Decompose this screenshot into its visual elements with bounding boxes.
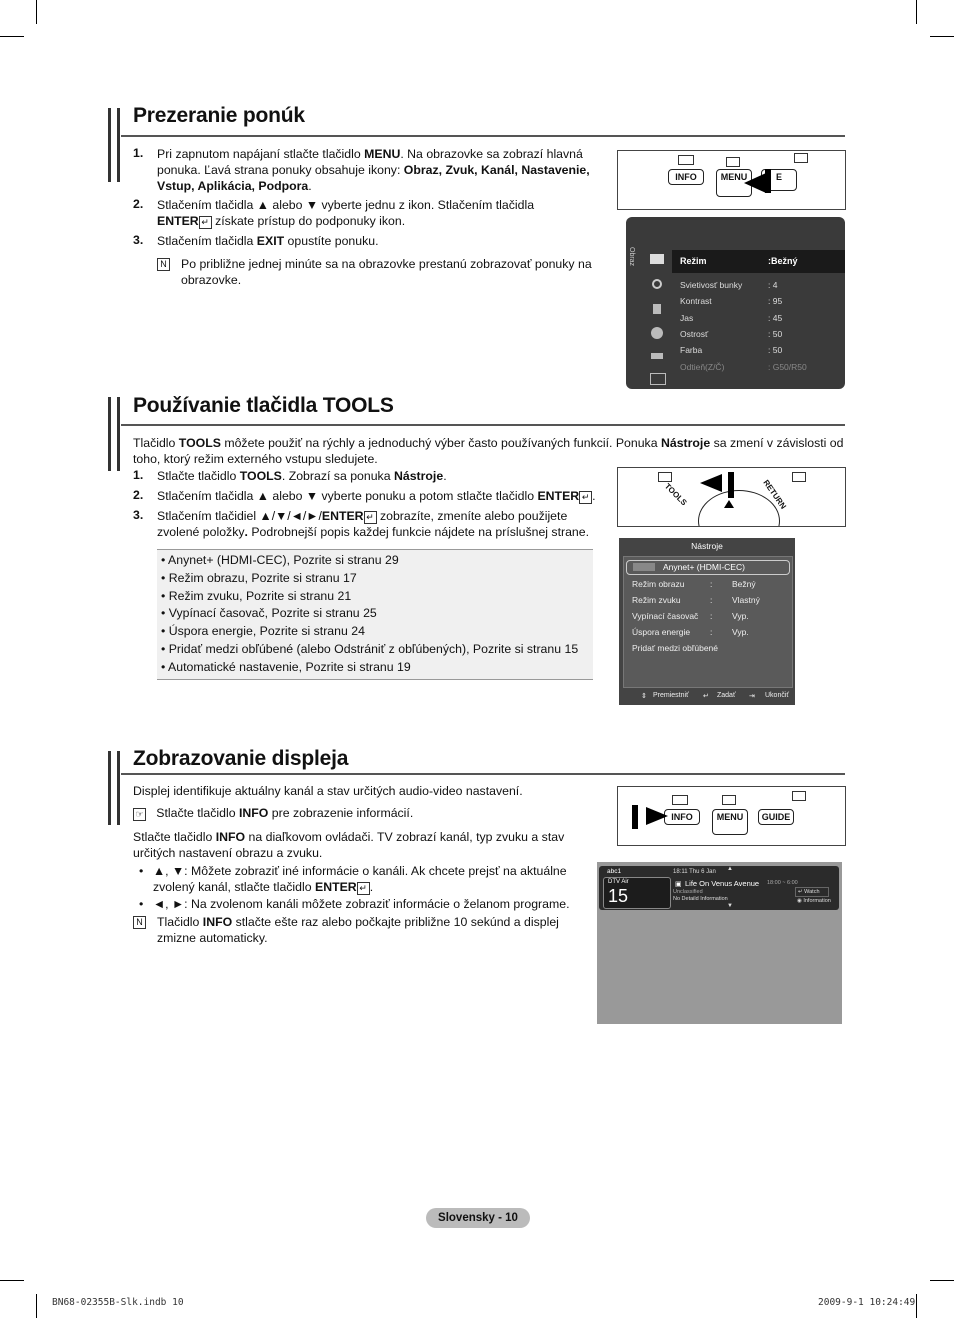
section-title: Prezeranie ponúk [133, 104, 305, 127]
tools-button[interactable]: TOOLS [662, 481, 689, 508]
menu-row-label[interactable]: Odtieň(Z/Č) [680, 361, 725, 372]
pointer-bar-icon [765, 169, 771, 193]
press-info: ☞ Stlačte tlačidlo INFO pre zobrazenie informácií. [133, 805, 603, 821]
tools-row-label: Režim obrazu [632, 579, 685, 589]
remote-illustration [617, 150, 846, 210]
list-item: • Pridať medzi obľúbené (alebo Odstrániť z obľúbených), Pozrite si stranu 15 [161, 641, 579, 656]
menu-icon-column [646, 249, 670, 385]
menu-osd [626, 217, 845, 389]
section-bar [108, 751, 120, 825]
button-icon [792, 791, 806, 801]
footer-right: 2009-9-1 10:24:49 [818, 1297, 916, 1308]
menu-side-label: Obraz [628, 247, 635, 267]
tools-row-value: Bežný [732, 579, 756, 589]
information-button[interactable]: ◉ Information [797, 898, 831, 904]
list-item: • Automatické nastavenie, Pozrite si stranu 19 [161, 659, 411, 674]
remote-dpad [698, 490, 780, 527]
pointer-bar-icon [728, 472, 734, 498]
channel-box: DTV Air 15 [603, 877, 671, 909]
note-icon: N [133, 916, 146, 929]
crop-mark [36, 0, 37, 24]
list-item: • Vypínací časovač, Pozrite si stranu 25 [161, 606, 377, 621]
menu-row-label[interactable]: Farba [680, 345, 703, 356]
note: N Po približne jednej minúte sa na obrazovke prestanú zobrazovať ponuky na obrazovke. [157, 256, 597, 288]
section-rule [121, 773, 845, 775]
move-icon: ⇕ [641, 693, 647, 700]
tools-row-value: Vyp. [732, 611, 749, 621]
tools-row-sep: : [710, 611, 713, 621]
tools-row-label: Vypínací časovač [632, 611, 699, 621]
tools-title: Nástroje [691, 541, 723, 551]
tools-row-label: Úspora energie [632, 627, 691, 637]
button-icon [672, 795, 688, 805]
enter-icon: ↵ [703, 693, 709, 700]
info-osd-screen [597, 862, 842, 1024]
crop-mark [930, 36, 954, 37]
input-icon [651, 353, 663, 359]
crop-mark [916, 0, 917, 24]
up-arrow-icon [724, 500, 734, 508]
remote-illustration [617, 786, 846, 846]
tools-row-value: Vlastný [732, 595, 760, 605]
section-rule [121, 424, 845, 426]
tools-row[interactable] [632, 579, 787, 591]
bullet-2: • ◄, ►: Na zvolenom kanáli môžete zobraziť informácie o želanom programe. [139, 897, 570, 911]
menu-row-value: : 95 [768, 296, 783, 307]
pointer-bar-icon [632, 805, 638, 829]
menu-header-row: Režim :Bežný [672, 250, 845, 273]
list-item: • Úspora energie, Pozrite si stranu 24 [161, 624, 365, 639]
menu-row-value: : G50/R50 [768, 361, 807, 372]
pointer-arrow-icon [744, 173, 766, 193]
note: N Tlačidlo INFO stlačte ešte raz alebo počkajte približne 10 sekúnd a displej zmizne automaticky. [133, 914, 579, 946]
tools-row-sep: : [710, 627, 713, 637]
down-arrow-icon: ▼ [727, 903, 733, 909]
section-title: Používanie tlačidla TOOLS [133, 394, 394, 417]
tools-osd [619, 538, 795, 705]
note-icon: N [157, 258, 170, 271]
tools-row[interactable] [632, 611, 787, 623]
setup-icon [651, 327, 663, 339]
tools-intro: Tlačidlo TOOLS môžete použiť na rýchly a jednoduchý výber často používaných funkcií. Ponuka Nástroje sa zmení v závislosti od toho, ktorý režim externého vstupu sledujete. [133, 436, 844, 466]
info-button[interactable]: INFO [668, 169, 704, 185]
menu-row-value: : 50 [768, 328, 783, 339]
tools-bullet-list [157, 549, 593, 680]
enter-icon: ↵ [579, 491, 592, 504]
program-icon: ▣ [675, 881, 682, 888]
list-item: • Režim zvuku, Pozrite si stranu 21 [161, 588, 352, 603]
pointer-arrow-icon [646, 807, 668, 825]
up-arrow-icon: ▲ [727, 866, 733, 872]
menu-row-value: : 4 [768, 280, 778, 290]
tools-row[interactable] [632, 643, 787, 655]
picture-icon [650, 254, 664, 264]
info-osd-banner: abc1 DTV Air 15 18:11 Thu 6 Jan ▲ ▣ Life On Venus Avenue 18:00 ~ 6:00 Unclassified No Detaild Information ▼ ↵ Watch ◉ Information [599, 866, 839, 910]
menu-row-value: : 50 [768, 345, 783, 356]
exit-icon: ⇥ [749, 693, 755, 700]
display-paragraph: Stlačte tlačidlo INFO na diaľkovom ovládači. TV zobrazí kanál, typ zvuku a stav určitých nastavení obrazu a zvuku. [133, 830, 565, 860]
button-icon [792, 472, 806, 482]
section-bar [108, 108, 120, 182]
tools-row-sep: : [710, 579, 713, 589]
menu-button[interactable]: MENU [712, 809, 748, 835]
tools-row[interactable] [632, 627, 787, 639]
menu-row-label[interactable]: Svietivosť bunky [680, 280, 743, 290]
guide-button[interactable]: GUIDE [758, 809, 794, 825]
enter-icon: ↵ [357, 882, 370, 895]
sound-icon [652, 279, 662, 289]
menu-row-label[interactable]: Kontrast [680, 296, 712, 307]
button-icon [722, 795, 736, 805]
footer-left: BN68-02355B-Slk.indb 10 [52, 1297, 184, 1308]
return-button[interactable]: RETURN [761, 478, 788, 511]
section-rule [121, 135, 845, 137]
section-bar [108, 397, 120, 471]
tools-row-label: Režim zvuku [632, 595, 681, 605]
tools-row-sep: : [710, 595, 713, 605]
tools-row-label: Pridať medzi obľúbené [632, 643, 718, 653]
watch-button[interactable]: ↵ Watch [795, 887, 829, 897]
menu-row-label[interactable]: Jas [680, 312, 694, 323]
crop-mark [0, 36, 24, 37]
crop-mark [930, 1280, 954, 1281]
tools-footer: ⇕ Premiestniť ↵ Zadať ⇥ Ukončiť [641, 692, 790, 700]
list-item: • Režim obrazu, Pozrite si stranu 17 [161, 570, 357, 585]
hand-icon: ☞ [133, 808, 146, 821]
display-intro: Displej identifikuje aktuálny kanál a stav určitých audio-video nastavení. [133, 784, 523, 798]
tools-body [623, 556, 793, 688]
info-button[interactable]: INFO [664, 809, 700, 825]
channel-icon [653, 304, 661, 314]
crop-mark [0, 1280, 24, 1281]
section-title: Zobrazovanie displeja [133, 747, 349, 770]
button-icon [726, 157, 740, 167]
menu-row-label[interactable]: Ostrosť [680, 328, 709, 339]
menu-row-value: : 45 [768, 312, 783, 323]
e-button[interactable]: E [761, 169, 797, 191]
anynet-logo-icon [633, 563, 655, 571]
remote-illustration [617, 467, 846, 527]
list-item: • Anynet+ (HDMI-CEC), Pozrite si stranu 29 [161, 553, 399, 567]
button-icon [794, 153, 808, 163]
button-icon [658, 472, 672, 482]
bullet-1: • ▲, ▼: Môžete zobraziť iné informácie o kanáli. Ak chcete prejsť na aktuálne zvolený kanál, stlačte tlačidlo ENTER ↵ . [139, 864, 567, 894]
button-icon [678, 155, 694, 165]
enter-icon: ↵ [364, 511, 377, 524]
page-number-badge: Slovensky - 10 [426, 1208, 530, 1228]
enter-icon: ↵ [199, 216, 212, 229]
tools-row-value: Vyp. [732, 627, 749, 637]
tools-row[interactable] [632, 595, 787, 607]
anynet-row[interactable]: Anynet+ (HDMI-CEC) [626, 560, 790, 575]
crop-mark [916, 1294, 917, 1318]
pointer-arrow-icon [700, 474, 722, 492]
menu-button[interactable]: MENU [716, 169, 752, 197]
crop-mark [36, 1294, 37, 1318]
support-icon [650, 373, 666, 385]
